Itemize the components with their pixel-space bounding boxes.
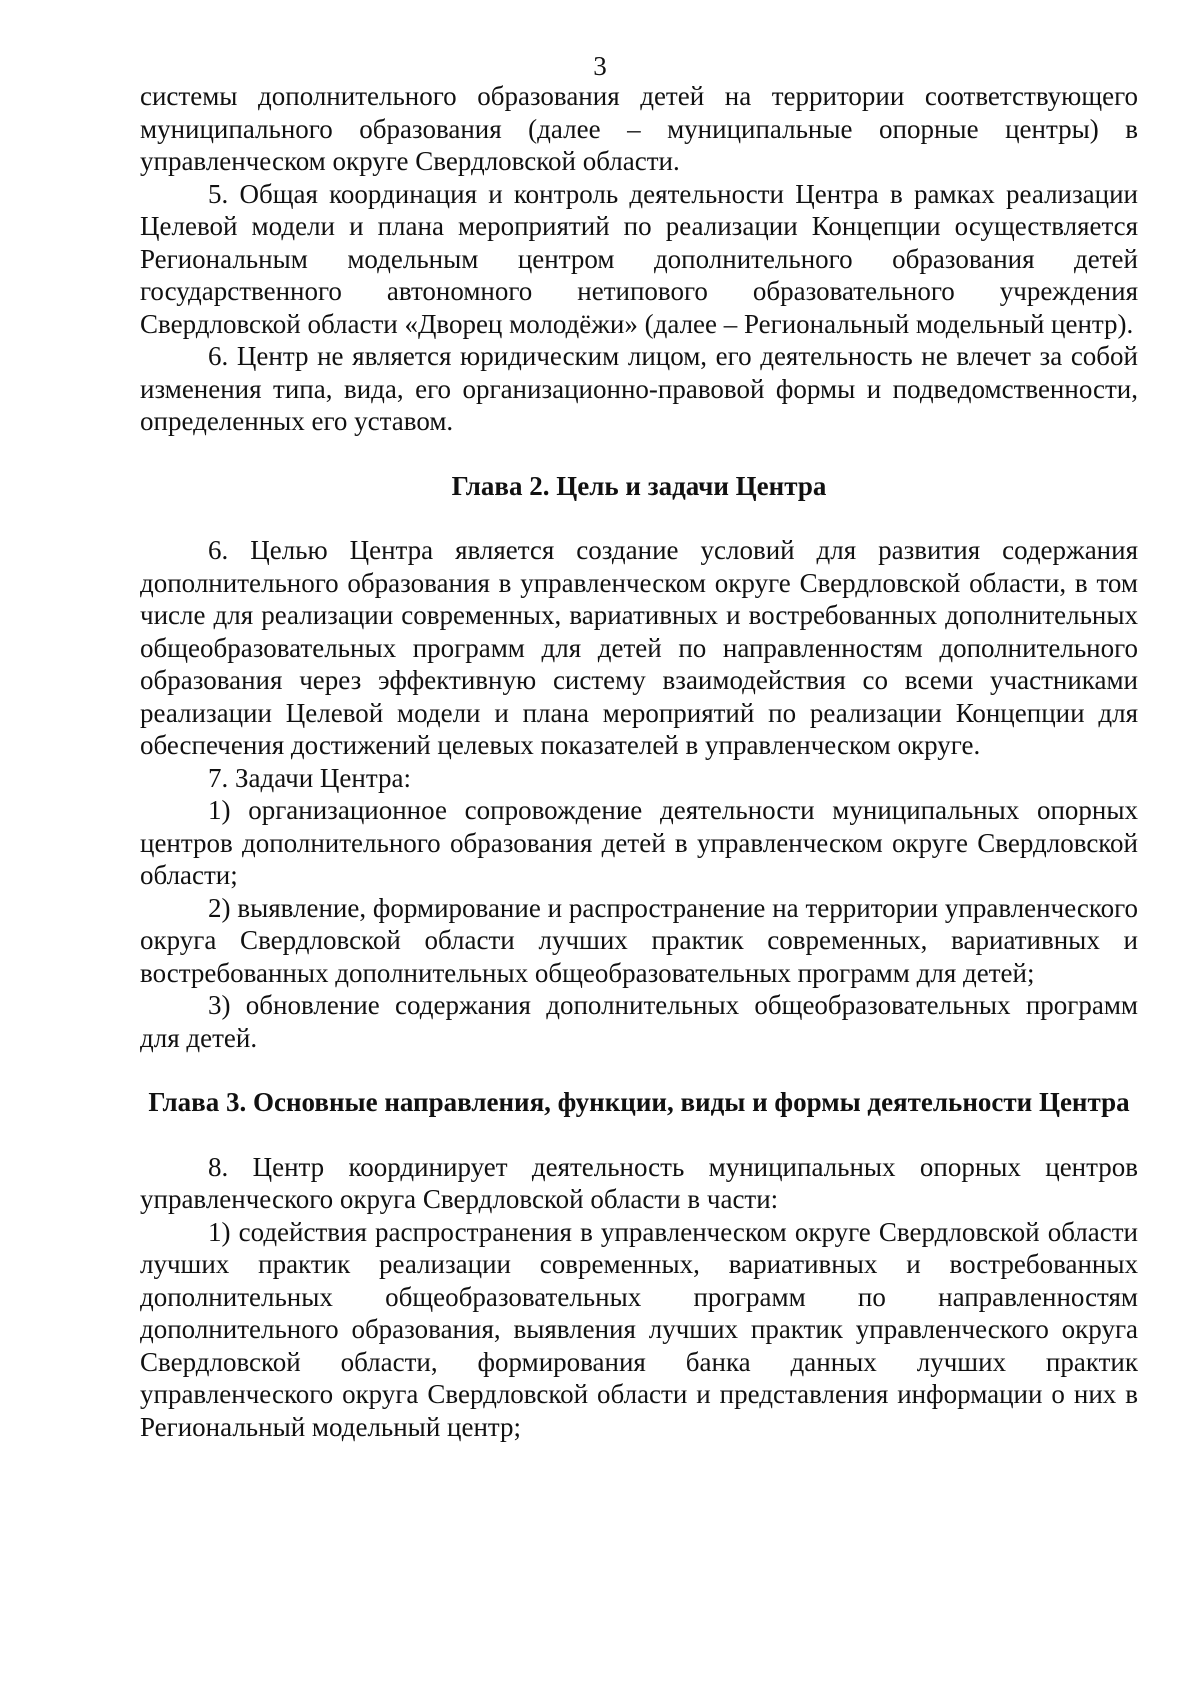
- paragraph-goal: 6. Целью Центра является создание условий для развития содержания дополнительного образования в управленческом округе Свердловской области, в том числе для реализации современных, вариативных и востребованных дополнительных общеобразовательных программ для детей по направленностям дополнительного образования через эффективную систему взаимодействия со всеми участниками реализации Целевой модели и плана мероприятий по реализации Концепции для обеспечения достижений целевых показателей в управленческом округе.: [140, 535, 1138, 760]
- spacer: [140, 1119, 1138, 1151]
- page-number: 3: [593, 51, 607, 81]
- paragraph-continued: системы дополнительного образования детей на территории соответствующего муниципального образования (далее – муниципальные опорные центры) в управленческом округе Свердловской области.: [140, 81, 1138, 176]
- paragraph-task-3: 3) обновление содержания дополнительных общеобразовательных программ для детей.: [140, 990, 1138, 1053]
- paragraph-task-2: 2) выявление, формирование и распространение на территории управленческого округа Свердловской области лучших практик современных, вариативных и востребованных дополнительных общеобразовательных программ для детей;: [140, 892, 1138, 988]
- spacer: [140, 1054, 1138, 1086]
- chapter-3-heading: Глава 3. Основные направления, функции, виды и формы деятельности Центра: [148, 1087, 1130, 1117]
- document-body: [140, 80, 1138, 1443]
- chapter-2-heading: Глава 2. Цель и задачи Центра: [451, 470, 827, 501]
- paragraph-item-8-1: 1) содействия распространения в управленческом округе Свердловской области лучших практик реализации современных, вариативных и востребованных дополнительных общеобразовательных программ по направленностям дополнительного образования, выявления лучших практик управленческого округа Свердловской области, формирования банка данных лучших практик управленческого округа Свердловской области и представления информации о них в Региональный модельный центр;: [140, 1216, 1138, 1442]
- spacer: [140, 438, 1138, 470]
- paragraph-task-1: 1) организационное сопровождение деятельности муниципальных опорных центров дополнительного образования детей в управленческом округе Свердловской области;: [140, 795, 1138, 890]
- paragraph-item-5: 5. Общая координация и контроль деятельности Центра в рамках реализации Целевой модели и плана мероприятий по реализации Концепции осуществляется Региональным модельным центром дополнительного образования детей государственного автономного нетипового образовательного учреждения Свердловской области «Дворец молодёжи» (далее – Региональный модельный центр).: [140, 178, 1138, 339]
- paragraph-tasks-header: 7. Задачи Центра:: [208, 762, 411, 793]
- paragraph-item-8: 8. Центр координирует деятельность муниципальных опорных центров управленческого округа Свердловской области в части:: [140, 1151, 1138, 1214]
- spacer: [140, 502, 1138, 534]
- paragraph-item-6: 6. Центр не является юридическим лицом, его деятельность не влечет за собой изменения типа, вида, его организационно-правовой формы и подведомственности, определенных его уставом.: [140, 341, 1138, 436]
